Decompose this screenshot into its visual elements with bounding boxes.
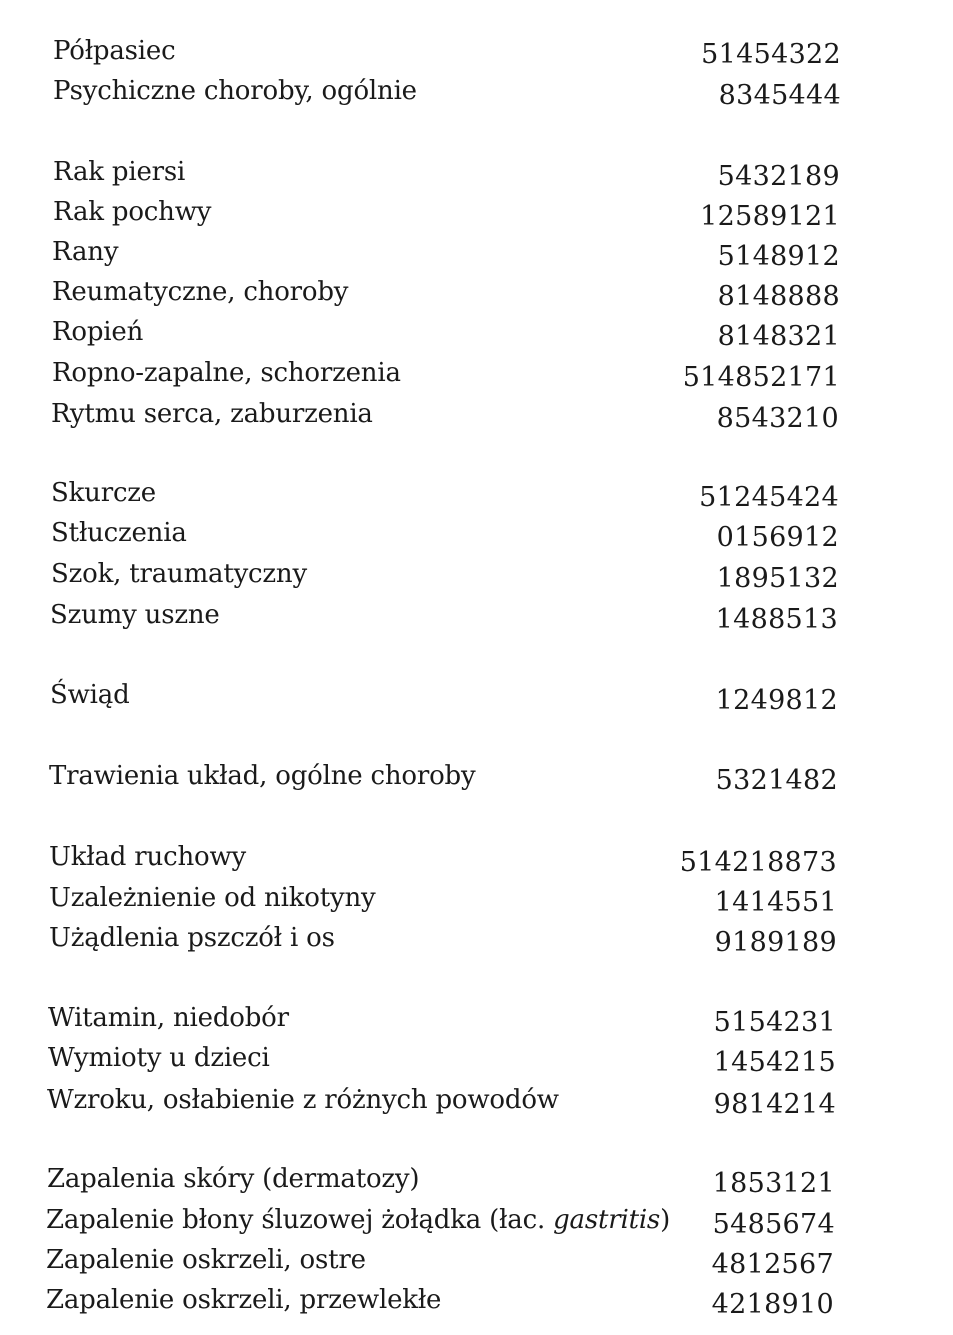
entry-code: 5321482 — [715, 765, 838, 796]
entry-name: Ropno-zapalne, schorzenia — [52, 358, 401, 388]
entry-name: Układ ruchowy — [49, 842, 246, 872]
entry-name: Ropień — [52, 317, 144, 347]
entry-code: 1454215 — [713, 1047, 836, 1078]
entry-name: Szok, traumatyczny — [51, 559, 307, 589]
entry-code: 1249812 — [715, 685, 838, 716]
entry-name: Zapalenie oskrzeli, ostre — [46, 1245, 366, 1275]
entry-name: Rak piersi — [53, 157, 186, 187]
list-item — [0, 197, 953, 237]
list-item — [0, 761, 953, 801]
entry-code: 8148321 — [717, 321, 840, 352]
list-item — [0, 842, 953, 882]
list-item — [0, 923, 953, 963]
entry-code: 8148888 — [717, 281, 840, 312]
list-item — [0, 36, 953, 76]
entry-code: 9814214 — [713, 1089, 836, 1120]
list-item — [0, 157, 953, 197]
list-item — [0, 317, 953, 357]
entry-name — [46, 1205, 670, 1235]
entry-name: Stłuczenia — [51, 518, 187, 548]
entry-code: 1414551 — [714, 887, 837, 918]
entry-name: Świąd — [50, 680, 130, 710]
entry-code: 514852171 — [682, 362, 840, 393]
list-item — [0, 478, 953, 518]
list-item — [0, 1043, 953, 1083]
list-item — [0, 1285, 953, 1325]
entry-name: Reumatyczne, choroby — [52, 277, 349, 307]
list-item — [0, 1205, 953, 1245]
entry-code: 51454322 — [701, 39, 841, 70]
list-item — [0, 559, 953, 599]
list-item — [0, 358, 953, 398]
entry-name: Zapalenie oskrzeli, przewlekłe — [46, 1285, 442, 1315]
entry-code: 8345444 — [718, 80, 841, 111]
entry-code: 9189189 — [714, 927, 837, 958]
entry-code: 5432189 — [717, 161, 840, 192]
entry-code: 4218910 — [711, 1289, 834, 1320]
entry-name: Trawienia układ, ogólne choroby — [49, 761, 476, 791]
entry-name: Wymioty u dzieci — [48, 1043, 270, 1073]
entry-code: 5154231 — [713, 1007, 836, 1038]
entry-name: Witamin, niedobór — [48, 1003, 289, 1033]
entry-name: Rak pochwy — [53, 197, 212, 227]
entry-code: 514218873 — [679, 847, 837, 878]
entry-name: Zapalenia skóry (dermatozy) — [47, 1164, 420, 1194]
entry-code: 4812567 — [711, 1249, 834, 1280]
entry-name-suffix: ) — [660, 1205, 671, 1235]
entry-code: 5148912 — [717, 241, 840, 272]
entry-code: 1895132 — [716, 563, 839, 594]
list-item — [0, 1003, 953, 1043]
entry-code: 1488513 — [715, 604, 838, 635]
entry-name: Skurcze — [51, 478, 156, 508]
list-item — [0, 680, 953, 720]
entry-code: 0156912 — [716, 522, 839, 553]
list-item — [0, 1085, 953, 1125]
entry-name: Psychiczne choroby, ogólnie — [53, 76, 417, 106]
list-item — [0, 600, 953, 640]
list-item — [0, 399, 953, 439]
entry-name-prefix: Zapalenie błony śluzowej żołądka (łac. — [46, 1205, 554, 1235]
entry-name: Rytmu serca, zaburzenia — [51, 399, 373, 429]
entry-code: 5485674 — [712, 1209, 835, 1240]
list-item — [0, 518, 953, 558]
entry-name: Wzroku, osłabienie z różnych powodów — [47, 1085, 559, 1115]
entry-name: Użądlenia pszczół i os — [49, 923, 335, 953]
entry-code: 12589121 — [700, 201, 840, 232]
entry-name: Uzależnienie od nikotyny — [49, 883, 376, 913]
entry-name: Rany — [52, 237, 119, 267]
list-item — [0, 277, 953, 317]
list-item — [0, 237, 953, 277]
entry-name: Szumy uszne — [50, 600, 220, 630]
list-item — [0, 883, 953, 923]
entry-code: 51245424 — [699, 482, 839, 513]
list-item — [0, 1245, 953, 1285]
list-item — [0, 1164, 953, 1204]
entry-name-latin: gastritis — [553, 1205, 661, 1235]
entry-code: 1853121 — [712, 1168, 835, 1199]
list-item — [0, 76, 953, 116]
entry-code: 8543210 — [716, 403, 839, 434]
entry-name: Półpasiec — [53, 36, 176, 66]
